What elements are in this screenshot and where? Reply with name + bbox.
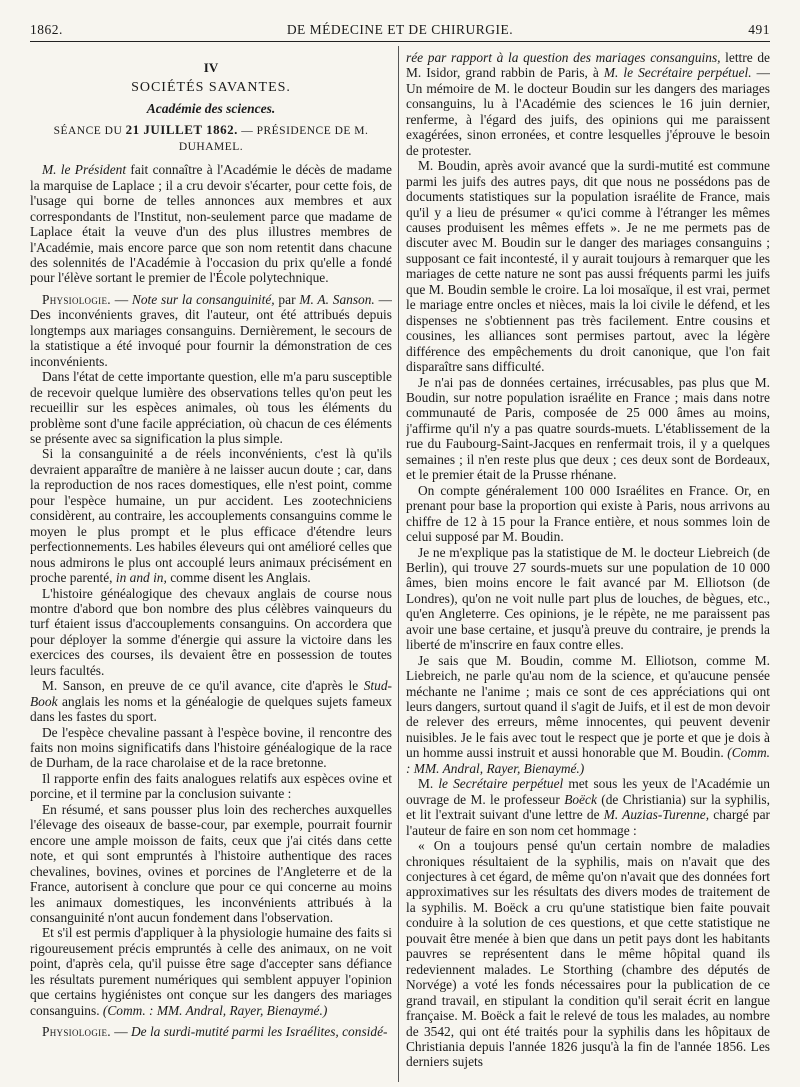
author-boeck: Boëck [564,791,597,807]
paragraph: Dans l'état de cette importante question, elle m'a paru susceptible de recevoir quelque lumière des observations telles qu'on peut les recueillir sur les espèces animales, où tous les éléments du problème sont d'une facile appréciation, où chacun de ces éléments se présente avec sa signification la plus simple. [30,369,392,446]
in-and-in: in and in, [112,570,167,586]
addressee: M. le Secrétaire perpétuel. [603,65,752,81]
author-auzias-turenne: M. Auzias-Turenne, [603,807,710,823]
session-date: 21 JUILLET 1862. [125,122,238,138]
header-year: 1862. [30,22,63,37]
paragraph: De l'espèce chevaline passant à l'espèce bovine, il rencontre des faits non moins significatifs dans l'histoire généalogique de la race de Durham, de la race charolaise et de la race bretonne. [30,724,392,771]
session-prefix: SÉANCE DU [53,125,126,138]
paragraph-text: anglais les noms et la généalogie de quelques sujets fameux dans les fastes du sport. [30,693,392,725]
paragraph-president [30,162,392,286]
rubric-dash: — [110,291,132,307]
paragraph-text: lettre de M. Isidor, grand rabbin de Paris, à [406,50,770,81]
paragraph: On compte généralement 100 000 Israélites en France. Or, en prenant pour base la proportion qui existe à Paris, nous arrivons au chiffre de 12 à 15 pour la France entière, et nous sommes loin de celui supposé par M. Boudin. [406,482,770,545]
paragraph-quote: « On a toujours pensé qu'un certain nombre de maladies chroniques résultaient de la syphilis, mais on n'avait que des conjectures à cet égard, de même qu'on n'avait que des données fort approximatives sur les résultats des divers modes de traitement de la syphilis. M. Boëck a cru qu'une statistique bien faite pouvait conduire à la solution de ces questions, et que cette statistique ne pouvait être menée à bien que dans un petit pays dont les habitants pauvres se représentent dans le même hôpital quand ils redeviennent malades. Le Storthing (chambre des députés de Norvége) a voté les fonds nécessaires pour la publication de ce grand travail, en stipulant la condition qu'il serait écrit en langue française. M. Boëck a fait le relevé de tous les malades, au nombre de 3542, qui ont été traités pour la syphilis dans les hôpitaux de Christiania depuis l'année 1826 jusqu'à la fin de l'année 1856. Les derniers sujets [406,838,770,1070]
article-title: De la surdi-mutité parmi les Israélites, considé- [130,1024,388,1040]
stud-book: Stud-Book [30,678,392,709]
paragraph: M. Boudin, après avoir avancé que la surdi-mutité est commune parmi les juifs des autres pays, dit que nous ne possédons pas de documents statistiques sur la population israélite de France, mais qu'il y a lieu de présumer « qu'ici comme à l'étranger les mêmes causes produisent les mêmes effets ». Je ne me permets pas de discuter avec M. Boudin sur le danger des mariages consanguins ; supposant ce fait incontesté, il y aurait toujours à remarquer que les mariages de cette nature ne sont pas aussi fréquents parmi les juifs que M. Boudin semble le croire. La loi mosaïque, il est vrai, permet le mariage entre oncles et nièces, mais la loi civile le défend, et les dispenses ne s'obtiennent pas très facilement. Entre cousins et cousines, les alliances sont permises partout, avec la légère différence des empêchements du droit canonique, que l'on fait disparaître sans difficulté. [406,158,770,375]
paragraph-text: Je sais que M. Boudin, comme M. Elliotson, comme M. Liebreich, ne parle qu'au nom de la science, et qu'aucune pensée méchante ne l'anime ; mais ce sont de ces appréciations qui ont leurs dangers, surtout quand il s'agit de Juifs, et il est de mon devoir de relever des erreurs, même innocentes, qui peuvent devenir nuisibles. Je le fais avec tout le respect que je porte et que je dois à un homme aussi instruit et aussi honorable que M. Boudin. [406,652,770,761]
paragraph-letter-intro [406,50,770,158]
paragraph-secretaire [406,776,770,838]
paragraph [30,678,392,724]
paragraph: L'histoire généalogique des chevaux anglais de course nous montre d'abord que bon nombre des plus célèbres vainqueurs du turf étaient issus d'accouplements consanguins. On accordera que pour déployer la somme d'énergie qui assure la victoire dans les exercices des courses, ils devaient être en possession de toutes leurs facultés. [30,585,392,678]
paragraph-text: M. [418,776,439,792]
paragraph-text: met sous les yeux de l'Académie un ouvrage de M. le professeur [406,776,770,807]
paragraph: Je n'ai pas de données certaines, irrécusables, pas plus que M. Boudin, sur notre population israélite en France ; mais dans notre communauté de Paris, composée de 25 000 âmes au moins, j'affirme qu'il n'y a pas quatre sourds-muets. L'établissement de la rue du Faubourg-Saint-Jacques en renfermait trois, il y a quelques semaines ; il n'en reste plus que deux ; ces deux sont de Bordeaux, et le premier était de la Prusse rhénane. [406,374,770,483]
paragraph: Je ne m'explique pas la statistique de M. le docteur Liebreich (de Berlin), qui trouve 27 sourds-muets sur une population de 10 000 âmes, bien moins encore le fait avancé par M. Elliotson (de Londres), qu'on ne voit nulle part plus de louches, de bègues, etc., qu'en Angleterre. Ces opinions, je le répète, ne me paraissent pas avoir une base certaine, et jusqu'à preuve du contraire, je prends la liberté de m'inscrire en faux contre elles. [406,544,770,653]
paragraph-surdi-mutite-title [30,1024,392,1039]
note-title: Note sur la consanguinité, [131,291,275,307]
right-column [406,50,770,1080]
paragraph-text: comme disent les Anglais. [166,570,311,586]
article-title-cont: rée par rapport à la question des mariages consanguins, [406,50,721,65]
session-presidency: — PRÉSIDENCE DE M. DUHAMEL. [178,125,369,153]
paragraph: En résumé, et sans pousser plus loin des recherches auxquelles l'élevage des oiseaux de basse-cour, par exemple, pourrait fournir encore une ample moisson de faits, ceux que j'ai cités dans cette note, et qui sont empruntés à l'histoire authentique des races chevalines, bovines, ovines et porcines de l'Angleterre et de la France, autorisent à conclure que pour ce qui concerne au moins les animaux domestiques, les inconvénients attribués à la consanguinité n'ont aucun fondement dans l'observation. [30,801,392,926]
paragraph: Il rapporte enfin des faits analogues relatifs aux espèces ovine et porcine, et il termine par la conclusion suivante : [30,770,392,802]
paragraph-text: (de Christiania) sur la syphilis, et lit l'extrait suivant d'une lettre de [406,791,770,823]
left-column [30,50,392,1080]
commission: (Comm. : MM. Andral, Rayer, Bienaymé.) [99,1002,328,1018]
president-text: fait connaître à l'Académie le décès de madame la marquise de Laplace ; il a cru devoir s'écarter, pour cette fois, de l'usage qui borne de telles annonces aux membres et aux correspondants de l'Institut, non-seulement parce que madame de Laplace était la veuve d'un des plus illustres membres de l'Académie, mais encore parce que son nom retentit dans chacune des solennités de l'Académie à l'occasion du prix qu'elle a fondé pour l'élève sortant le premier de l'École polytechnique. [30,162,392,286]
president-lead: M. le Président [42,162,127,178]
paragraph-text: Si la consanguinité a de réels inconvénients, c'est là qu'ils devraient apparaître de manière à ne laisser aucun doute ; car, dans la reproduction de nos races domestiques, elle n'est point, comme pour l'espèce humaine, un pur accident. Les zootechniciens considèrent, au contraire, les accouplements consanguins comme le moyen le plus prompt et le plus efficace d'étendre leurs perfectionnements. Les habiles éleveurs qui ont amélioré celles que nous admirons le plus ont accouplé leurs animaux précisément en proche parenté, [30,446,392,586]
note-author: M. A. Sanson. [299,291,375,307]
paragraph-text: M. Sanson, en preuve de ce qu'il avance, cite d'après le [42,678,364,694]
paragraph-text: — Un mémoire de M. le docteur Boudin sur les dangers des mariages consanguins, lu à l'Académie des sciences le 16 juin dernier, renferme, à l'égard des juifs, des opinions qui me paraissent exagérées, sinon erronées, et contre lesquelles j'éprouve le besoin de protester. [406,65,770,158]
rubric-physiologie: Physiologie. [42,291,111,307]
session-line [30,122,392,155]
section-number: IV [203,60,219,75]
column-divider [398,46,399,1082]
section-title: SOCIÉTÉS SAVANTES. [131,80,291,96]
header-rule [30,41,770,42]
page-number: 491 [748,22,770,37]
rubric-physiologie: Physiologie. [42,1024,111,1040]
paragraph-consanguinite-intro [30,292,392,369]
subsection-title: Académie des sciences. [146,100,276,116]
paragraph-text: Et s'il est permis d'appliquer à la physiologie humaine des faits si rigoureusement précis empruntés à celle des animaux, on ne voit point, d'après cela, qu'il puisse être sage d'accepter sans défiance les résultats purement numériques qui semblent appuyer l'opinion que certains hygiénistes ont conçue sur les dangers des mariages consanguins. [30,925,392,1018]
paragraph [406,653,770,777]
header-title: DE MÉDECINE ET DE CHIRURGIE. [286,22,514,37]
note-by: par [274,291,300,307]
paragraph [30,446,392,585]
paragraph-text: chargé par l'auteur de faire en son nom cet hommage : [406,807,770,838]
secretaire-perpetuel: le Secrétaire perpétuel [438,776,564,792]
rubric-dash: — [110,1024,131,1040]
commission: (Comm. : MM. Andral, Rayer, Bienaymé.) [406,745,770,776]
note-text: — Des inconvénients graves, dit l'auteur, ont été attribués depuis longtemps aux mariages consanguins. Dernièrement, le secours de la statistique a été invoqué pour fournir la démonstration de ces inconvénients. [30,291,392,369]
paragraph [30,925,392,1018]
